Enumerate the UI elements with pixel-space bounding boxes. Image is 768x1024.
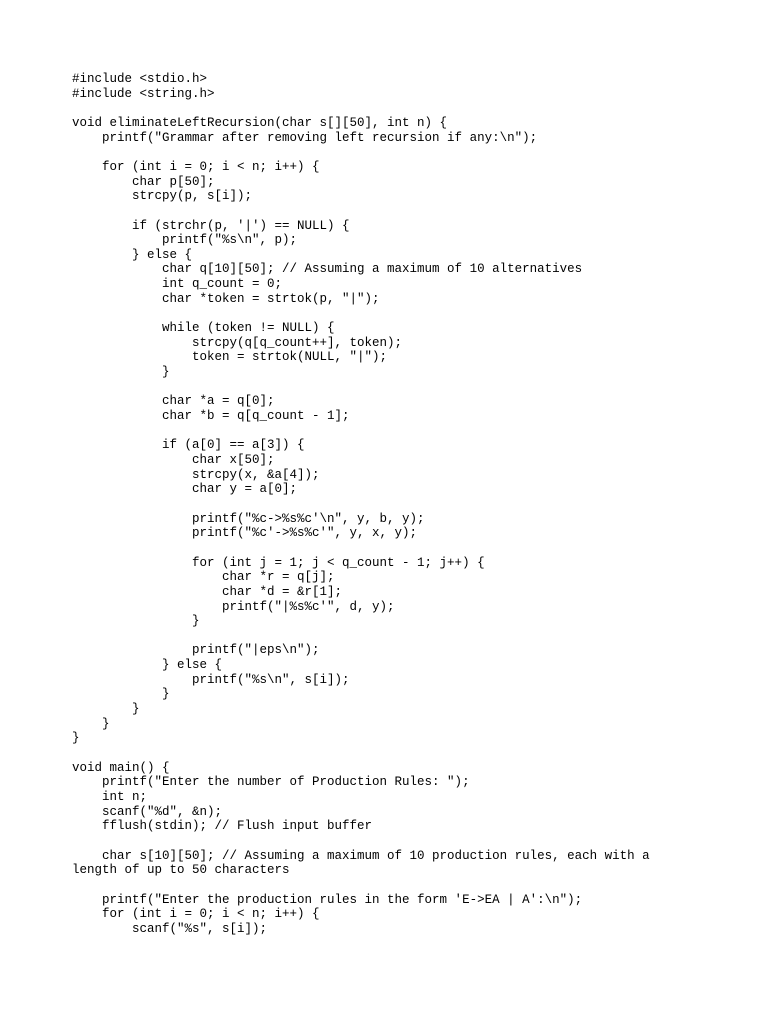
code-line: for (int i = 0; i < n; i++) { [72,159,320,174]
code-line: } [72,702,140,717]
code-line: printf("Enter the production rules in the form 'E->EA | A':\n"); [72,892,583,907]
code-line: strcpy(p, s[i]); [72,189,253,204]
code-line [72,541,692,556]
code-line: printf("%s\n", p); [72,233,298,248]
code-line: printf("%c'->%s%c'", y, x, y); [72,526,418,541]
code-line [72,145,692,160]
code-line: printf("Grammar after removing left recursion if any:\n"); [72,130,538,145]
code-line [72,306,692,321]
code-line [72,878,692,893]
code-line: } [72,365,170,380]
code-line [72,380,692,395]
code-line: void eliminateLeftRecursion(char s[][50], int n) { [72,115,448,130]
code-line: fflush(stdin); // Flush input buffer [72,819,373,834]
code-line [72,834,692,849]
code-line: scanf("%s", s[i]); [72,921,268,936]
code-line: } [72,687,170,702]
code-line: if (strchr(p, '|') == NULL) { [72,218,350,233]
code-line [72,101,692,116]
code-line: scanf("%d", &n); [72,804,223,819]
code-listing [72,72,692,937]
code-line: printf("Enter the number of Production Rules: "); [72,775,470,790]
code-line: } [72,716,110,731]
code-line: char s[10][50]; // Assuming a maximum of 10 production rules, each with a [72,848,650,863]
code-line: printf("%s\n", s[i]); [72,672,350,687]
code-line: int q_count = 0; [72,277,283,292]
code-line: char q[10][50]; // Assuming a maximum of 10 alternatives [72,262,583,277]
code-line: } [72,731,80,746]
code-line: if (a[0] == a[3]) { [72,438,305,453]
code-line: void main() { [72,760,170,775]
code-line [72,204,692,219]
code-line [72,424,692,439]
code-line: char x[50]; [72,452,275,467]
code-line: } else { [72,247,193,262]
code-line: char *token = strtok(p, "|"); [72,291,380,306]
code-line: while (token != NULL) { [72,321,335,336]
code-line: for (int j = 1; j < q_count - 1; j++) { [72,555,485,570]
code-line: printf("|%s%c'", d, y); [72,599,395,614]
code-line: int n; [72,790,148,804]
code-line: char *b = q[q_count - 1]; [72,409,350,424]
code-line: token = strtok(NULL, "|"); [72,350,388,365]
code-line [72,497,692,512]
code-line: #include <string.h> [72,86,215,101]
code-line: char *r = q[j]; [72,570,335,585]
code-line: strcpy(q[q_count++], token); [72,335,403,350]
code-line: } [72,614,200,629]
code-line: char y = a[0]; [72,482,298,497]
code-line: strcpy(x, &a[4]); [72,467,320,482]
code-line: char *d = &r[1]; [72,584,343,599]
code-line [72,746,692,761]
code-line: char *a = q[0]; [72,394,275,409]
code-line: length of up to 50 characters [72,863,290,878]
code-line: printf("|eps\n"); [72,643,320,658]
code-line: #include <stdio.h> [72,72,208,86]
code-line [72,629,692,644]
code-line: char p[50]; [72,174,215,189]
code-line: } else { [72,658,223,673]
code-line: for (int i = 0; i < n; i++) { [72,907,320,922]
code-line: printf("%c->%s%c'\n", y, b, y); [72,511,425,526]
